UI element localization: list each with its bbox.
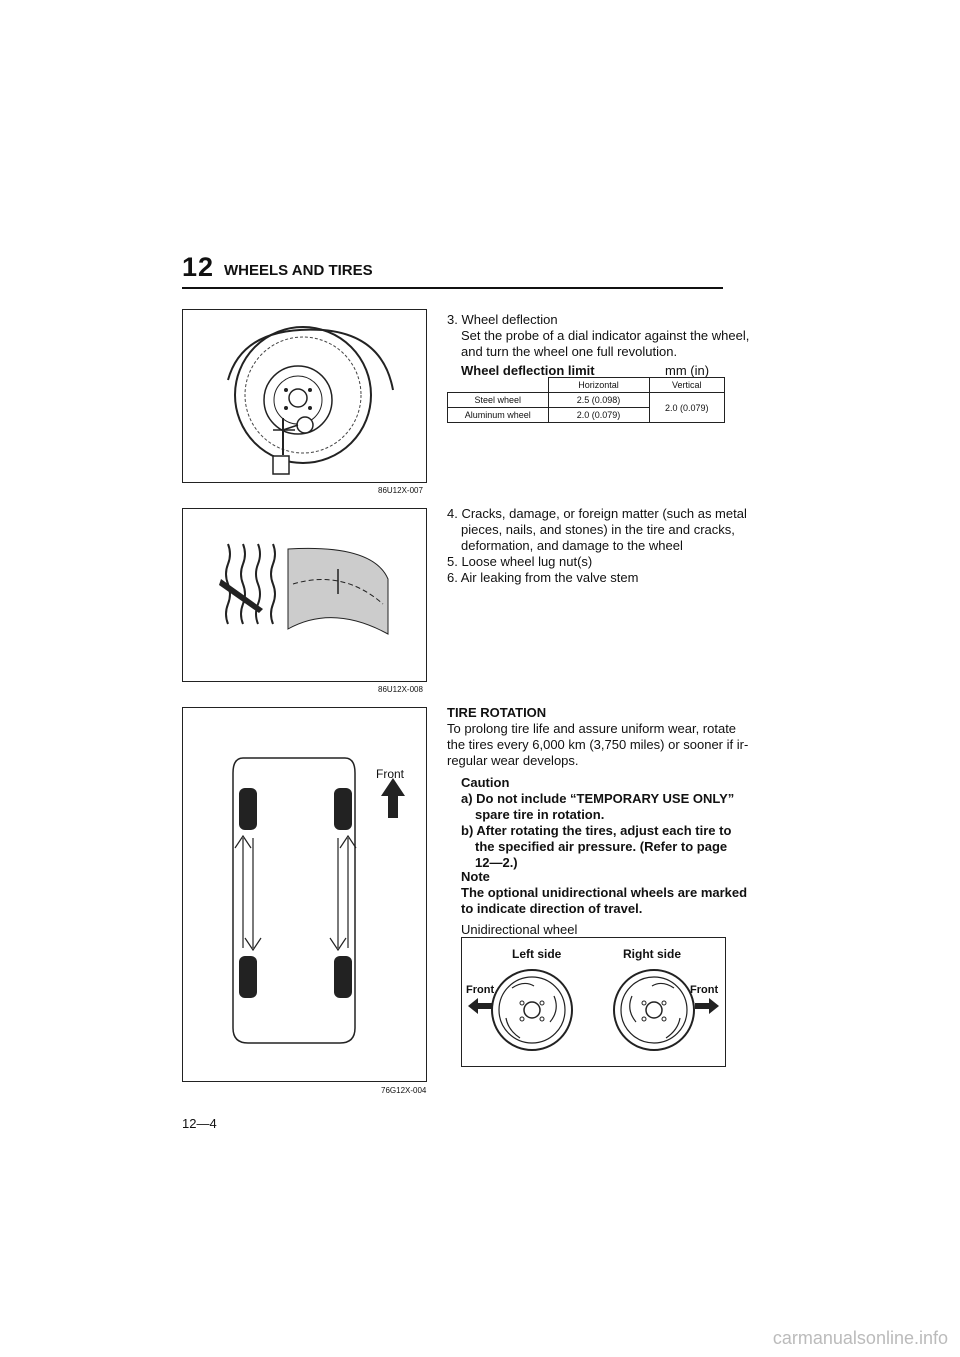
caution-a-line1: a) Do not include “TEMPORARY USE ONLY” [461, 791, 735, 806]
caution-b-line1: b) After rotating the tires, adjust each tire to [461, 823, 732, 838]
table-header-horizontal: Horizontal [548, 378, 649, 393]
table-cell: 2.0 (0.079) [548, 408, 649, 423]
left-side-label: Left side [512, 947, 562, 961]
figure-code-3: 76G12X-004 [381, 1086, 427, 1095]
table-row [448, 378, 725, 393]
header-rule [182, 287, 723, 289]
deflection-heading: 3. Wheel deflection [447, 312, 558, 327]
table-row-label: Steel wheel [448, 393, 549, 408]
front-right-label: Front [690, 984, 719, 996]
deflection-body-line1: Set the probe of a dial indicator against the wheel, [461, 328, 750, 343]
deflection-body-line2: and turn the wheel one full revolution. [461, 344, 678, 359]
check-item-4-line1: 4. Cracks, damage, or foreign matter (such as metal [447, 506, 747, 521]
rotation-front-label: Front [376, 767, 405, 781]
right-side-label: Right side [623, 947, 682, 961]
figure-unidirectional-wheel [461, 937, 726, 1067]
figure-dial-indicator [182, 309, 427, 483]
front-left-label: Front [466, 984, 495, 996]
caution-b-line2: the specified air pressure. (Refer to page [475, 839, 728, 854]
note-heading: Note [461, 869, 490, 884]
note-line2: to indicate direction of travel. [461, 901, 643, 916]
table-header-vertical: Vertical [649, 378, 725, 393]
figure-code-2: 86U12X-008 [378, 685, 423, 694]
deflection-table [447, 377, 725, 423]
chapter-title: WHEELS AND TIRES [224, 262, 373, 279]
table-row-label: Aluminum wheel [448, 408, 549, 423]
deflection-table-unit: mm (in) [665, 363, 710, 378]
table-cell: 2.5 (0.098) [548, 393, 649, 408]
check-item-5: 5. Loose wheel lug nut(s) [447, 554, 593, 569]
note-line1: The optional unidirectional wheels are marked [461, 885, 748, 900]
rotation-line2: the tires every 6,000 km (3,750 miles) or sooner if ir- [447, 737, 749, 752]
figure-tire-tread [182, 508, 427, 682]
table-cell-vertical: 2.0 (0.079) [649, 393, 725, 423]
chapter-number: 12 [182, 252, 215, 282]
tire-tread-illustration [183, 509, 426, 681]
unidirectional-caption: Unidirectional wheel [461, 922, 578, 937]
figure-tire-rotation [182, 707, 427, 1082]
dial-indicator-illustration [183, 310, 426, 482]
rotation-line1: To prolong tire life and assure uniform wear, rotate [447, 721, 737, 736]
caution-a-line2: spare tire in rotation. [475, 807, 605, 822]
unidirectional-wheels-illustration [462, 938, 725, 1066]
table-row [448, 393, 725, 408]
deflection-table-title: Wheel deflection limit [461, 363, 595, 378]
caution-heading: Caution [461, 775, 510, 790]
figure-code-1: 86U12X-007 [378, 486, 423, 495]
watermark: carmanualsonline.info [772, 1328, 948, 1348]
caution-b-line3: 12—2.) [475, 855, 518, 870]
check-item-4-line2: pieces, nails, and stones) in the tire and cracks, [461, 522, 735, 537]
rotation-line3: regular wear develops. [447, 753, 579, 768]
rotation-diagram [183, 708, 426, 1081]
check-item-4-line3: deformation, and damage to the wheel [461, 538, 683, 553]
page-number: 12—4 [182, 1116, 217, 1131]
table-corner [448, 378, 549, 393]
check-item-6: 6. Air leaking from the valve stem [447, 570, 639, 585]
rotation-heading: TIRE ROTATION [447, 705, 547, 720]
